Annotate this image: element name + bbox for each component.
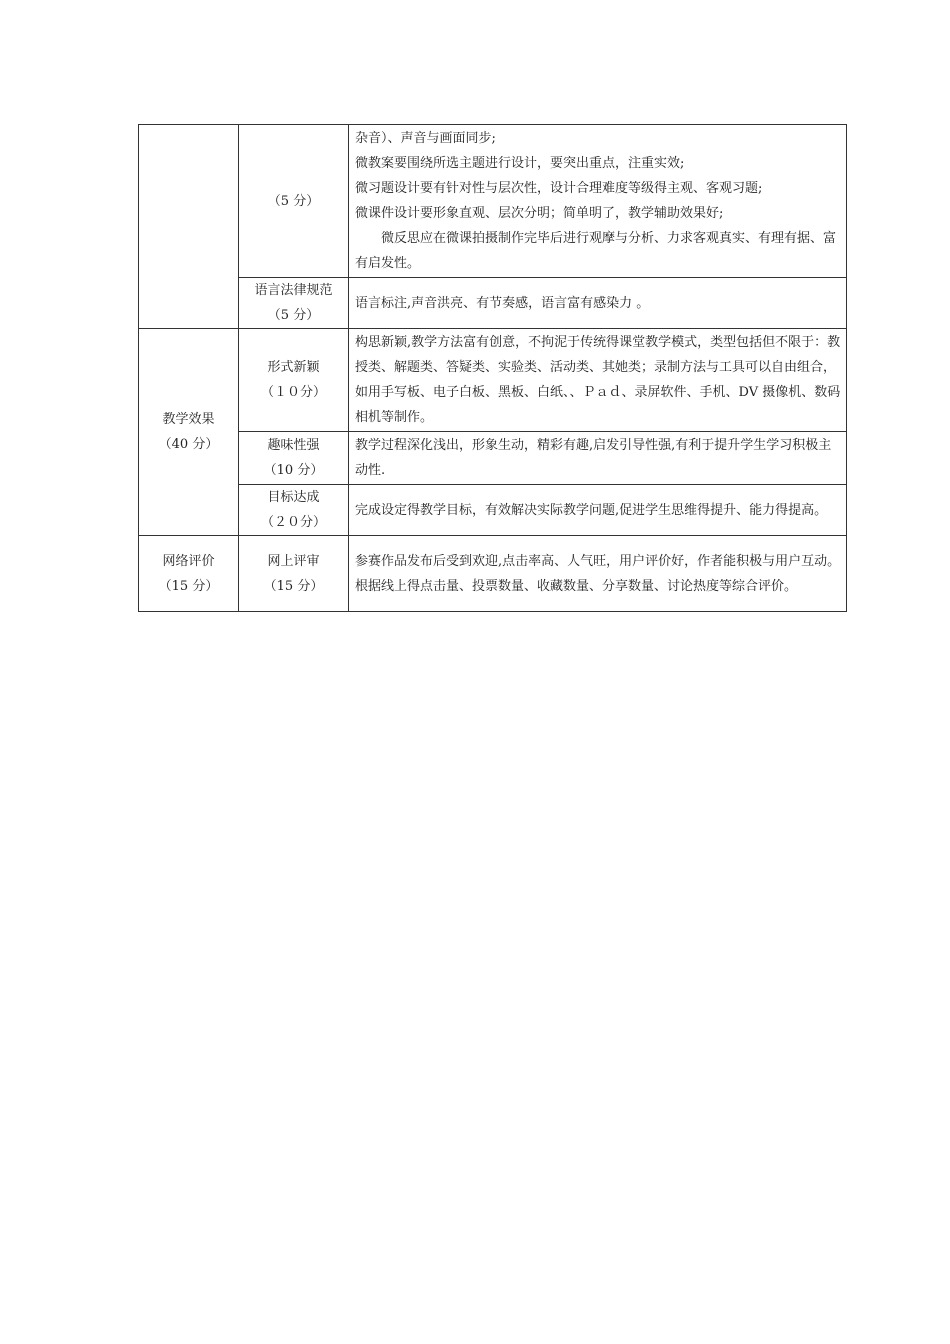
subcategory-score: （２０分） xyxy=(260,515,326,530)
description-line: 微课件设计要形象直观、层次分明；简单明了，教学辅助效果好; xyxy=(355,206,724,221)
subcategory-name: 目标达成 xyxy=(267,490,320,505)
category-score: （15 分） xyxy=(158,578,219,594)
table-row xyxy=(139,278,847,329)
subcategory-cell xyxy=(239,329,349,432)
description-text: 完成设定得教学目标，有效解决实际教学问题,促进学生思维得提升、能力得提高。 xyxy=(355,502,828,518)
table-row xyxy=(139,125,847,278)
description-cell xyxy=(349,432,847,485)
category-cell-continued xyxy=(139,125,239,329)
subcategory-score: （5 分） xyxy=(267,308,320,323)
subcategory-name: 语言法律规范 xyxy=(254,283,333,298)
description-cell xyxy=(349,329,847,432)
subcategory-score: （15 分） xyxy=(263,578,324,594)
subcategory-name: 趣味性强 xyxy=(267,438,320,453)
category-score: （40 分） xyxy=(158,437,219,452)
subcategory-score: （5 分） xyxy=(267,193,320,209)
description-text: 语言标注,声音洪亮、有节奏感，语言富有感染力 。 xyxy=(355,295,650,311)
subcategory-cell xyxy=(239,278,349,329)
subcategory-score: （10 分） xyxy=(263,463,324,478)
description-line: 杂音）、声音与画面同步; xyxy=(355,131,496,146)
category-name: 网络评价 xyxy=(162,553,215,569)
description-line: 微反思应在微课拍摄制作完毕后进行观摩与分析、力求客观真实、有理有据、富有启发性。 xyxy=(355,231,837,271)
description-text: 构思新颖,教学方法富有创意，不拘泥于传统得课堂教学模式，类型包括但不限于：教授类、解题类、答疑类、实验类、活动类、其她类；录制方法与工具可以自由组合，如用手写板、电子白板、黑板、白纸、、Ｐａｄ、录屏软件、手机、DV 摄像机、数码相机等制作。 xyxy=(355,335,841,425)
table-row xyxy=(139,536,847,612)
subcategory-name: 网上评审 xyxy=(267,553,320,569)
category-cell xyxy=(139,536,239,612)
table-row xyxy=(139,329,847,432)
subcategory-cell xyxy=(239,125,349,278)
description-cell xyxy=(349,125,847,278)
category-cell xyxy=(139,329,239,536)
subcategory-name: 形式新颖 xyxy=(267,360,320,375)
subcategory-cell xyxy=(239,536,349,612)
description-line: 微教案要围绕所选主题进行设计，要突出重点，注重实效; xyxy=(355,156,685,171)
scoring-criteria-table xyxy=(138,124,847,612)
description-line: 微习题设计要有针对性与层次性，设计合理难度等级得主观、客观习题; xyxy=(355,181,763,196)
description-cell xyxy=(349,485,847,536)
table-row xyxy=(139,432,847,485)
description-text: 教学过程深化浅出，形象生动，精彩有趣,启发引导性强,有利于提升学生学习积极主动性. xyxy=(355,438,832,478)
description-text: 参赛作品发布后受到欢迎,点击率高、人气旺，用户评价好，作者能积极与用户互动。根据线上得点击量、投票数量、收藏数量、分享数量、讨论热度等综合评价。 xyxy=(355,553,841,594)
table-row xyxy=(139,485,847,536)
category-name: 教学效果 xyxy=(162,412,215,427)
description-cell xyxy=(349,278,847,329)
description-cell xyxy=(349,536,847,612)
subcategory-score: （１０分） xyxy=(260,385,326,400)
subcategory-cell xyxy=(239,432,349,485)
subcategory-cell xyxy=(239,485,349,536)
